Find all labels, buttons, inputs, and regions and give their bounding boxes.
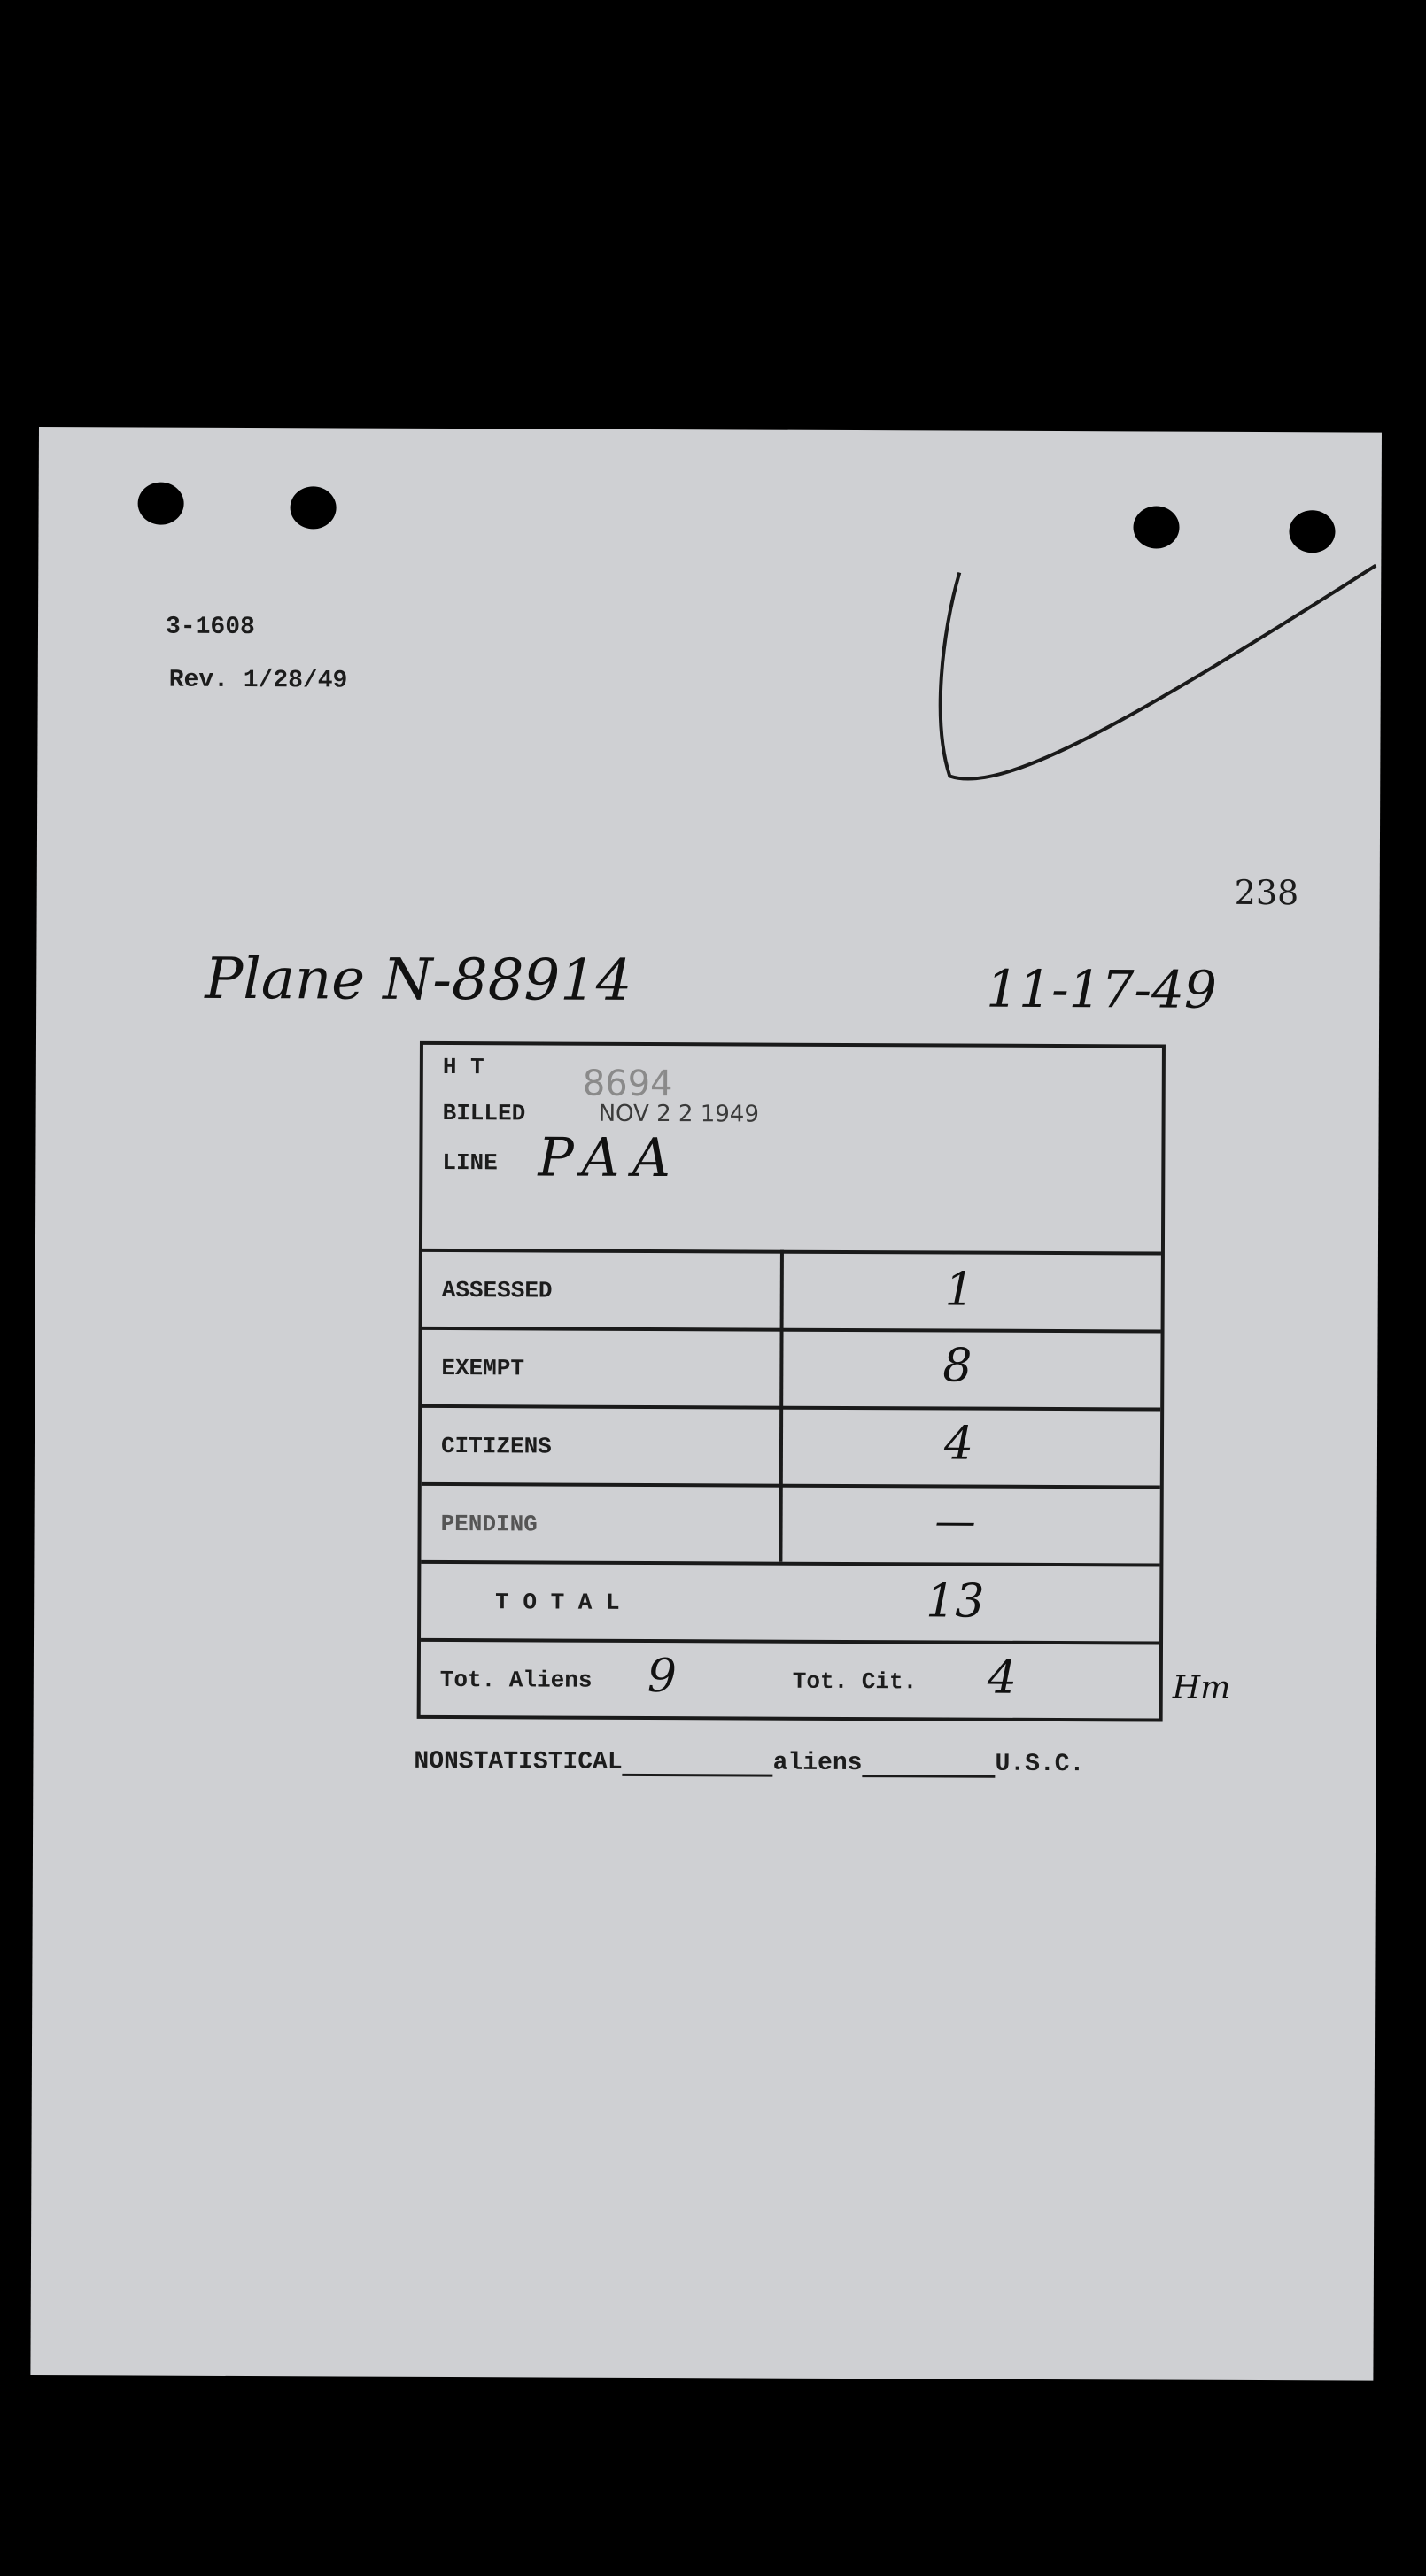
exempt-value: 8 xyxy=(942,1339,973,1393)
divider xyxy=(422,1404,1160,1412)
tot-cit-label: Tot. Cit. xyxy=(792,1667,918,1696)
billed-label: BILLED xyxy=(442,1099,526,1127)
assessed-value: 1 xyxy=(944,1263,974,1317)
billed-date-stamp: NOV 2 2 1949 xyxy=(598,1100,759,1128)
manifest-tally-form xyxy=(417,1041,1166,1722)
divider xyxy=(421,1560,1159,1567)
tot-aliens-value: 9 xyxy=(647,1650,678,1704)
divider xyxy=(422,1482,1160,1489)
total-value: 13 xyxy=(926,1574,985,1628)
page-number: 238 xyxy=(1234,872,1299,913)
nonstatistical-usc-blank xyxy=(862,1752,995,1778)
aliens-label: aliens xyxy=(772,1749,863,1778)
line-label: LINE xyxy=(442,1149,498,1177)
date-handwritten: 11-17-49 xyxy=(986,958,1217,1020)
nonstatistical-aliens-blank xyxy=(623,1751,773,1777)
initials-handwritten: Hm xyxy=(1172,1669,1231,1706)
tot-aliens-label: Tot. Aliens xyxy=(439,1666,593,1694)
check-mark-icon xyxy=(905,545,1384,804)
pending-value: — xyxy=(934,1497,976,1545)
document-page xyxy=(30,427,1382,2381)
punch-hole xyxy=(1289,510,1335,553)
line-value-handwritten: PAA xyxy=(538,1126,684,1190)
revision-date: Rev. 1/28/49 xyxy=(168,666,348,695)
divider xyxy=(421,1638,1159,1645)
divider xyxy=(422,1327,1161,1334)
usc-label: U.S.C. xyxy=(995,1750,1085,1779)
tot-cit-value: 4 xyxy=(987,1651,1018,1705)
citizens-value: 4 xyxy=(943,1417,974,1471)
plane-number-handwritten: Plane N-88914 xyxy=(205,946,632,1014)
column-divider xyxy=(779,1250,784,1562)
punch-hole xyxy=(1133,506,1179,548)
ht-stamp-number: 8694 xyxy=(582,1063,673,1105)
nonstatistical-label: NONSTATISTICAL xyxy=(414,1747,623,1776)
citizens-label: CITIZENS xyxy=(440,1432,552,1460)
total-label: T O T A L xyxy=(495,1589,620,1616)
punch-hole xyxy=(138,482,184,524)
divider xyxy=(422,1249,1161,1256)
punch-hole xyxy=(290,486,336,529)
assessed-label: ASSESSED xyxy=(441,1276,553,1304)
nonstatistical-line xyxy=(414,1748,1084,1778)
exempt-label: EXEMPT xyxy=(441,1354,525,1382)
form-number: 3-1608 xyxy=(165,613,255,642)
ht-label: H T xyxy=(442,1053,484,1081)
pending-label: PENDING xyxy=(440,1510,538,1538)
